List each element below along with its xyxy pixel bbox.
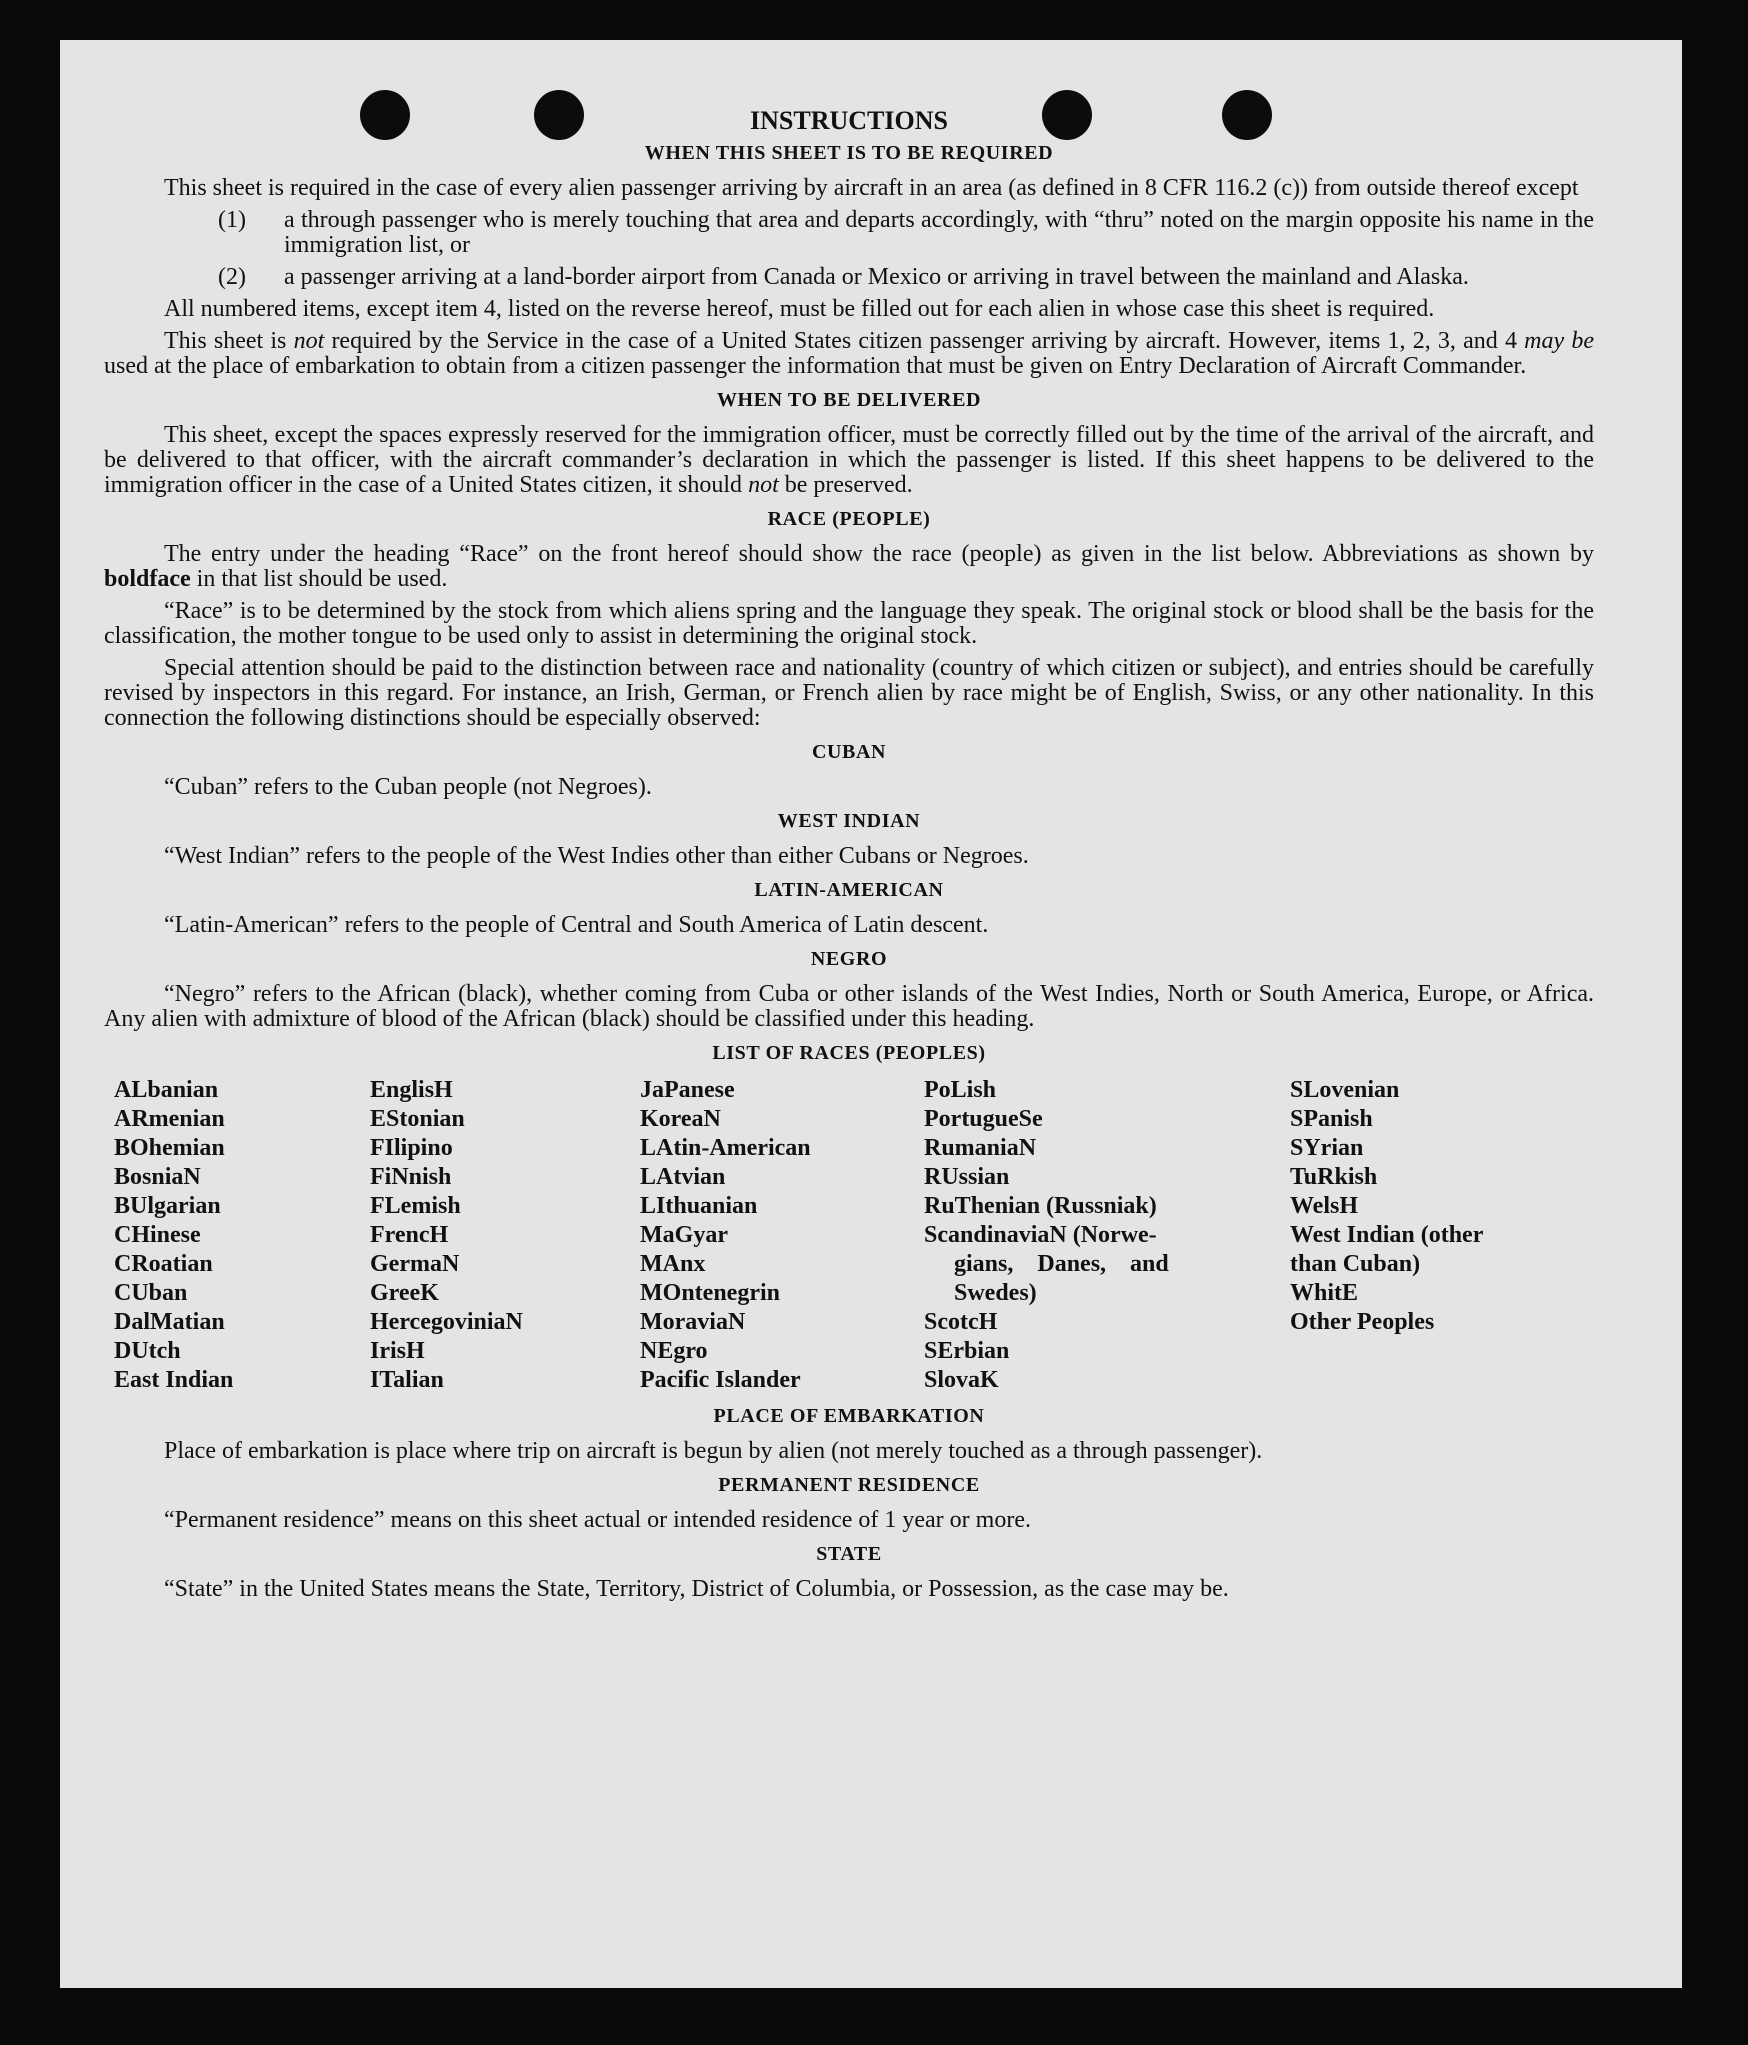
item-number: (1): [218, 207, 246, 233]
section-heading-negro: NEGRO: [810, 948, 888, 970]
negro-text: “Negro” refers to the African (black), whether coming from Cuba or other islands of the West Indies, North or South America, Europe, or Africa. Any alien with admixture of blood of the African (black) should be classified under this heading.: [104, 981, 1594, 1032]
list-item: than Cuban): [1290, 1251, 1421, 1277]
cuban-text: “Cuban” refers to the Cuban people (not Negroes).: [164, 774, 652, 800]
list-item: TuRkish: [1290, 1164, 1378, 1190]
section-heading-residence: PERMANENT RESIDENCE: [718, 1474, 980, 1496]
section-heading-embarkation: PLACE OF EMBARKATION: [713, 1405, 985, 1427]
list-item: SLovenian: [1290, 1077, 1400, 1103]
item-text: a through passenger who is merely touching that area and departs accordingly, with “thru” noted on the margin opposite his name in the immigration list, or: [284, 207, 1594, 258]
list-item: FLemish: [370, 1193, 461, 1219]
delivered-text: This sheet, except the spaces expressly reserved for the immigration officer, must be correctly filled out by the time of the arrival of the aircraft, and be delivered to that officer, with the aircraft commander’s declaration in which the passenger is listed. If this sheet happens to be delivered to the immigration officer in the case of a United States citizen, it should not be preserved.: [104, 422, 1594, 498]
list-item: MOntenegrin: [640, 1280, 780, 1306]
list-item: BosniaN: [114, 1164, 201, 1190]
page-title: INSTRUCTIONS: [750, 106, 948, 135]
list-item: ARmenian: [114, 1106, 225, 1132]
list-item: RumaniaN: [924, 1135, 1037, 1161]
section-heading-required: WHEN THIS SHEET IS TO BE REQUIRED: [644, 142, 1054, 164]
residence-text: “Permanent residence” means on this sheet actual or intended residence of 1 year or more.: [164, 1507, 1031, 1533]
required-para-3: This sheet is not required by the Service in the case of a United States citizen passenger arriving by aircraft. However, items 1, 2, 3, and 4 may be used at the place of embarkation to obtain from a citizen passenger the information that must be given on Entry Declaration of Aircraft Commander.: [104, 328, 1595, 379]
list-item: RUssian: [924, 1164, 1010, 1190]
embarkation-text: Place of embarkation is place where trip on aircraft is begun by alien (not merely touched as a through passenger).: [164, 1438, 1263, 1464]
exception-item-1: [104, 208, 1594, 258]
section-heading-cuban: CUBAN: [811, 741, 887, 763]
list-item: PortugueSe: [924, 1106, 1043, 1132]
section-heading-latin-american: LATIN-AMERICAN: [754, 879, 944, 901]
list-item: LAtin-American: [640, 1135, 811, 1161]
list-item: LAtvian: [640, 1164, 726, 1190]
list-item: NEgro: [640, 1338, 708, 1364]
races-column-4: [924, 1076, 1290, 1395]
list-item: LIthuanian: [640, 1193, 758, 1219]
state-text: “State” in the United States means the State, Territory, District of Columbia, or Possession, as the case may be.: [164, 1576, 1229, 1602]
list-item: Pacific Islander: [640, 1367, 801, 1393]
races-column-1: [104, 1076, 370, 1395]
list-item: GreeK: [370, 1280, 439, 1306]
list-item: DUtch: [114, 1338, 181, 1364]
west-indian-text: “West Indian” refers to the people of the West Indies other than either Cubans or Negroes.: [164, 843, 1029, 869]
list-item: RuThenian (Russniak): [924, 1193, 1157, 1219]
list-item: ScandinaviaN (Norwe-: [924, 1222, 1157, 1248]
latin-american-text: “Latin-American” refers to the people of Central and South America of Latin descent.: [164, 912, 989, 938]
list-item: ALbanian: [114, 1077, 219, 1103]
exception-item-2: [104, 265, 1594, 290]
race-para-3: Special attention should be paid to the distinction between race and nationality (country of which citizen or subject), and entries should be carefully revised by inspectors in this regard. For instance, an Irish, German, or French alien by race might be of English, Swiss, or any other nationality. In this connection the following distinctions should be especially observed:: [104, 655, 1594, 731]
list-item: GermaN: [370, 1251, 460, 1277]
required-para-2: All numbered items, except item 4, listed on the reverse hereof, must be filled out for each alien in whose case this sheet is required.: [164, 296, 1435, 322]
list-item: EnglisH: [370, 1077, 453, 1103]
list-item: Other Peoples: [1290, 1309, 1435, 1335]
list-item: BOhemian: [114, 1135, 225, 1161]
list-item: IrisH: [370, 1338, 425, 1364]
races-column-5: [1290, 1076, 1590, 1395]
list-item: JaPanese: [640, 1077, 735, 1103]
list-item: KoreaN: [640, 1106, 721, 1132]
required-intro: This sheet is required in the case of every alien passenger arriving by aircraft in an area (as defined in 8 CFR 116.2 (c)) from outside thereof except: [164, 175, 1579, 201]
list-item: FiNnish: [370, 1164, 452, 1190]
list-item: East Indian: [114, 1367, 234, 1393]
list-item: CUban: [114, 1280, 188, 1306]
instructions-content: [104, 108, 1594, 1609]
races-column-3: [640, 1076, 924, 1395]
section-heading-race: RACE (PEOPLE): [767, 508, 931, 530]
list-item: MAnx: [640, 1251, 706, 1277]
list-item: DalMatian: [114, 1309, 225, 1335]
race-para-2: “Race” is to be determined by the stock from which aliens spring and the language they speak. The original stock or blood shall be the basis for the classification, the mother tongue to be used only to assist in determining the original stock.: [104, 598, 1594, 649]
list-item: SErbian: [924, 1338, 1010, 1364]
list-item: SPanish: [1290, 1106, 1373, 1132]
section-heading-delivered: WHEN TO BE DELIVERED: [716, 389, 982, 411]
list-item: MoraviaN: [640, 1309, 746, 1335]
list-item: FrencH: [370, 1222, 449, 1248]
section-heading-list: LIST OF RACES (PEOPLES): [712, 1042, 986, 1064]
list-item: WelsH: [1290, 1193, 1359, 1219]
list-item: SlovaK: [924, 1367, 999, 1393]
list-item: Swedes): [954, 1280, 1037, 1306]
item-number: (2): [218, 264, 246, 290]
section-heading-state: STATE: [816, 1543, 882, 1565]
list-item: WhitE: [1290, 1280, 1359, 1306]
list-item: ScotcH: [924, 1309, 998, 1335]
item-text: a passenger arriving at a land-border airport from Canada or Mexico or arriving in travel between the mainland and Alaska.: [284, 264, 1469, 290]
list-item: HercegoviniaN: [370, 1309, 523, 1335]
race-para-1: The entry under the heading “Race” on the front hereof should show the race (people) as given in the list below. Abbreviations as shown by boldface in that list should be used.: [104, 541, 1594, 592]
list-item: West Indian (other: [1290, 1222, 1484, 1248]
list-item: SYrian: [1290, 1135, 1364, 1161]
list-item: CHinese: [114, 1222, 201, 1248]
races-list: [104, 1076, 1594, 1395]
list-item: BUlgarian: [114, 1193, 221, 1219]
list-item: FIlipino: [370, 1135, 453, 1161]
list-item: EStonian: [370, 1106, 465, 1132]
races-column-2: [370, 1076, 640, 1395]
list-item: MaGyar: [640, 1222, 728, 1248]
list-item: PoLish: [924, 1077, 997, 1103]
list-item: gians, Danes, and: [954, 1251, 1169, 1277]
list-item: CRoatian: [114, 1251, 213, 1277]
section-heading-west-indian: WEST INDIAN: [777, 810, 921, 832]
list-item: ITalian: [370, 1367, 444, 1393]
